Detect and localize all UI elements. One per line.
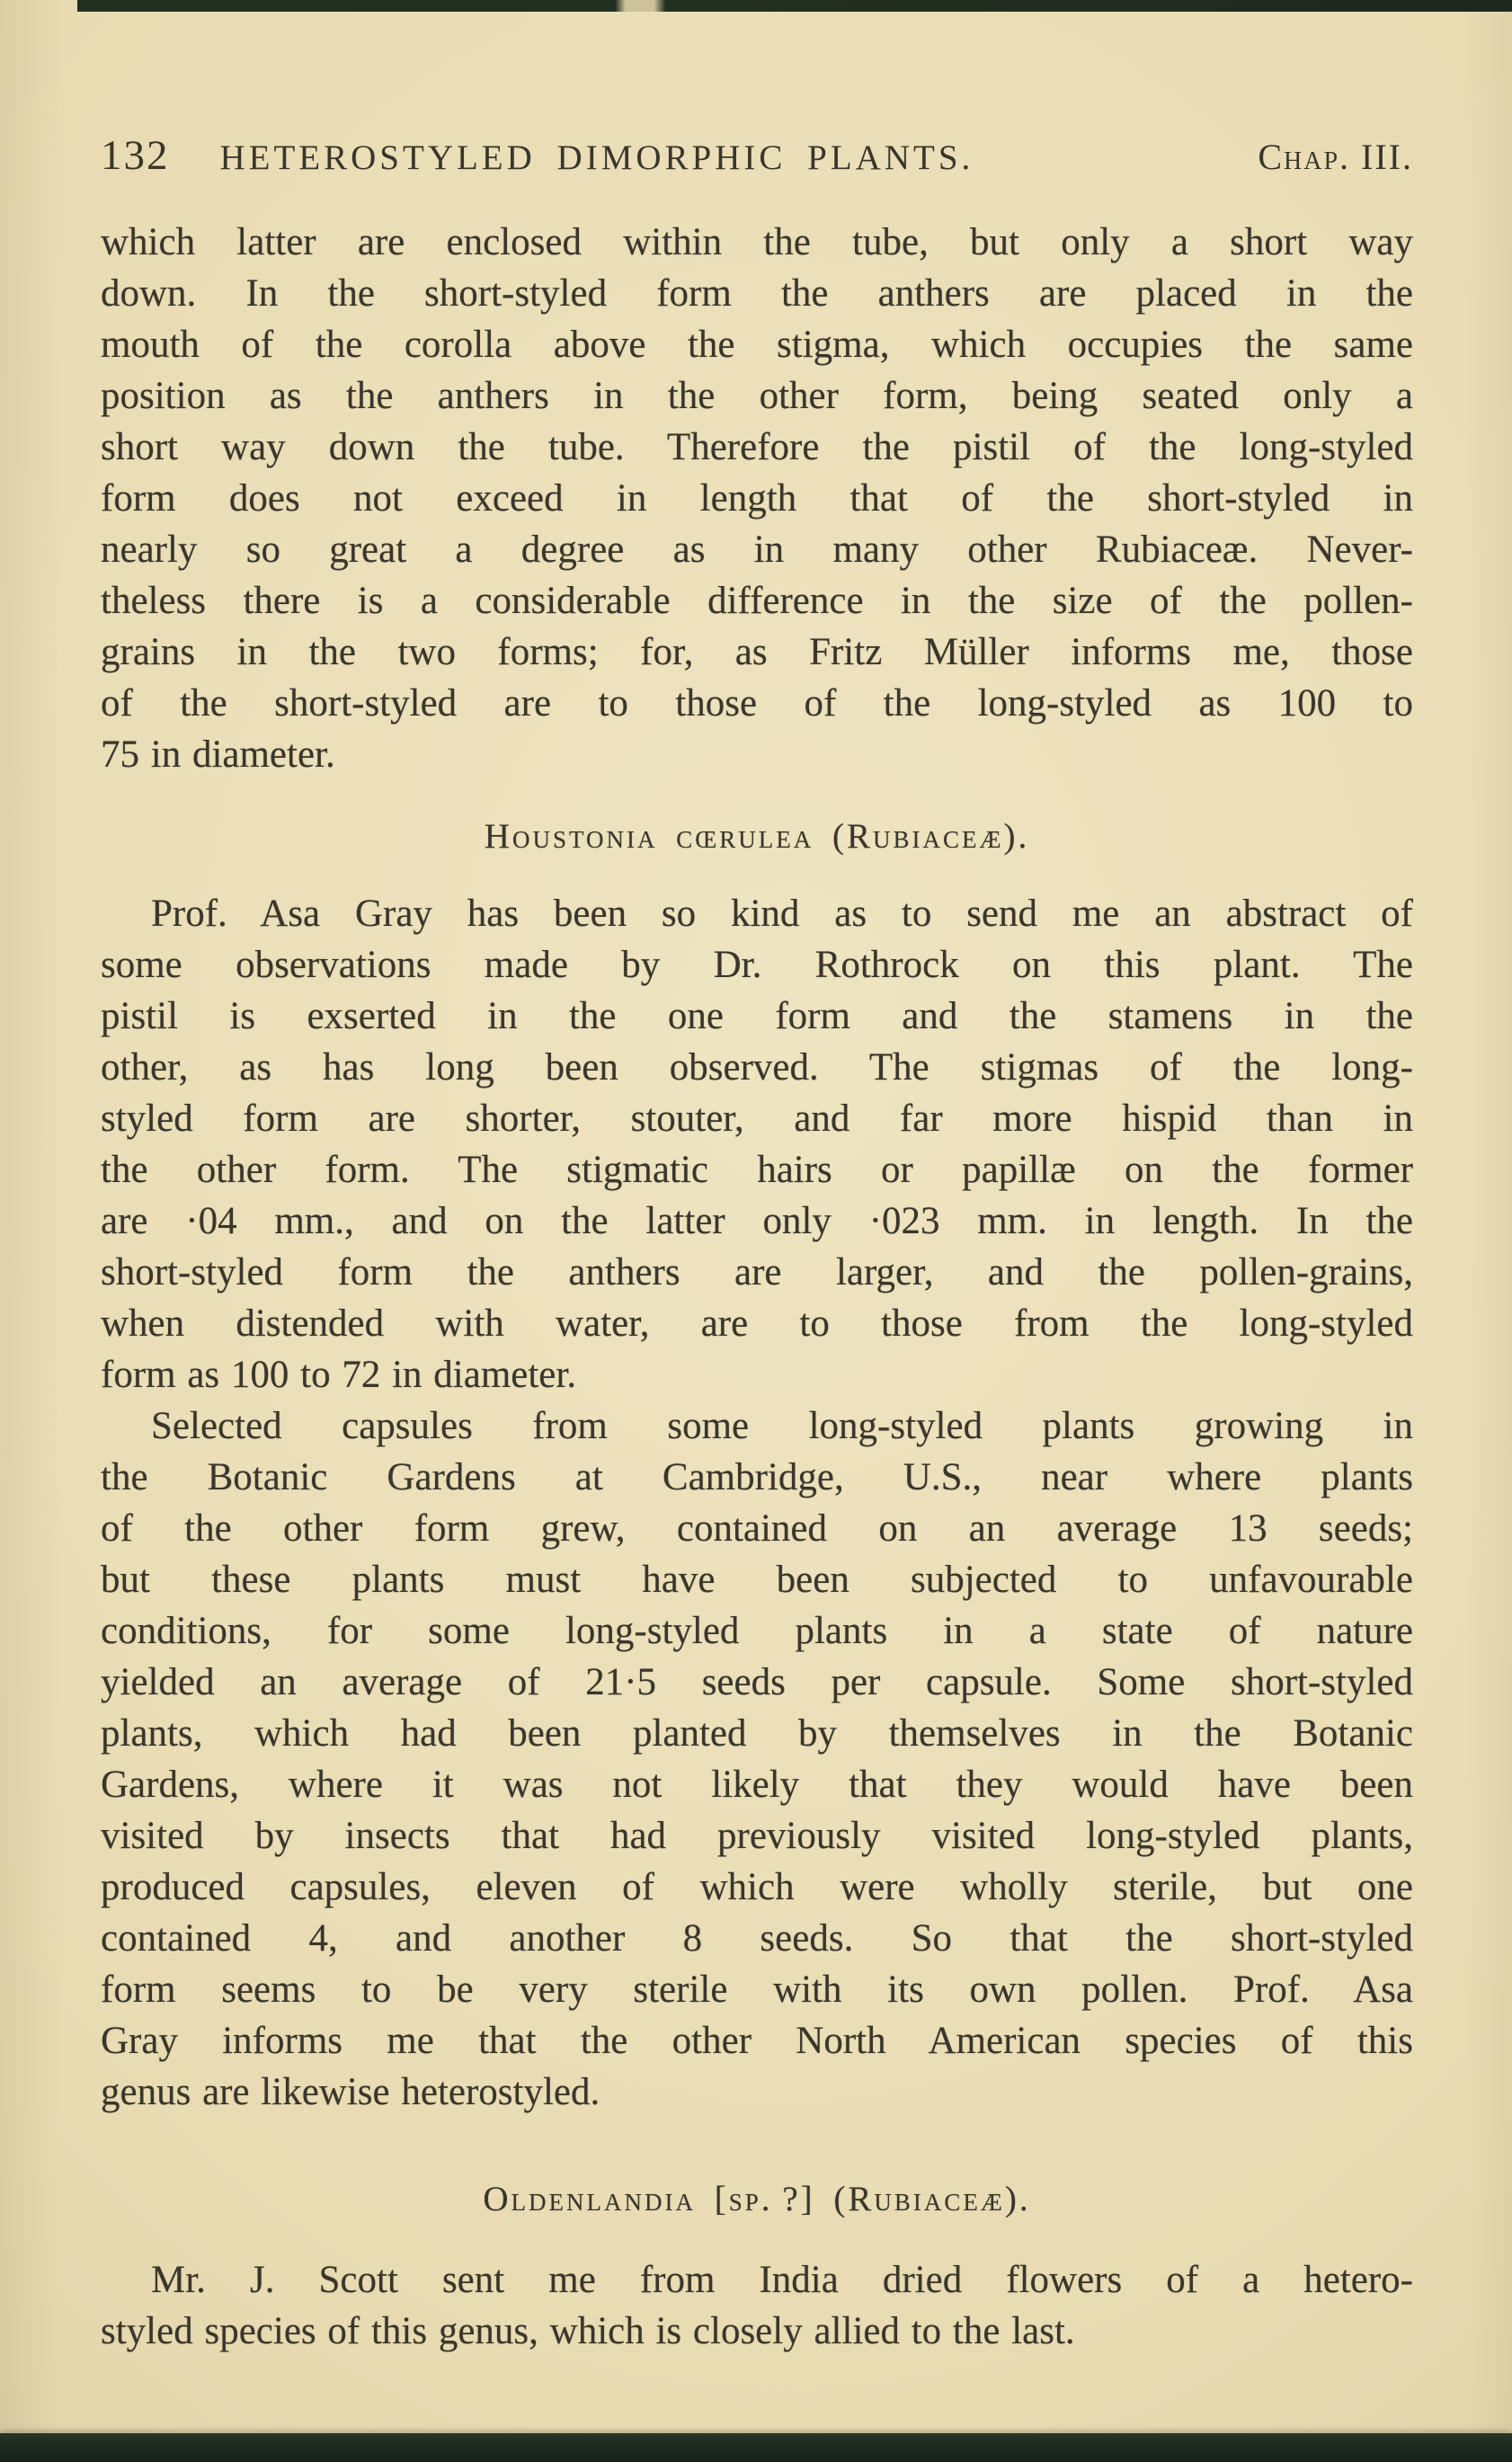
text-line: styled form are shorter, stouter, and far more hispid than in	[101, 1098, 1413, 1140]
text-line: theless there is a considerable difference in the size of the pollen-	[101, 580, 1413, 622]
paragraph	[101, 888, 1413, 1400]
text-line: but these plants must have been subjected to unfavourable	[101, 1559, 1413, 1601]
section-heading: Houstonia cœrulea (Rubiaceæ).	[484, 817, 1030, 856]
paragraph	[101, 217, 1413, 780]
page-body	[101, 217, 1413, 2357]
text-line: contained 4, and another 8 seeds. So that the short-styled	[101, 1917, 1413, 1960]
text-line: form as 100 to 72 in diameter.	[101, 1354, 577, 1396]
paragraph	[101, 1400, 1413, 2118]
scan-edge-bottom	[0, 2433, 1512, 2462]
text-line: Gardens, where it was not likely that they would have been	[101, 1764, 1413, 1806]
chapter-label: Chap. III.	[1258, 137, 1413, 177]
text-line: when distended with water, are to those from the long-styled	[101, 1302, 1413, 1345]
running-title: HETEROSTYLED DIMORPHIC PLANTS.	[219, 138, 974, 177]
paragraph	[101, 2254, 1413, 2357]
text-line: nearly so great a degree as in many other Rubiaceæ. Never-	[101, 529, 1413, 571]
text-line: the other form. The stigmatic hairs or papillæ on the former	[101, 1149, 1413, 1191]
text-line: Mr. J. Scott sent me from India dried flowers of a hetero-	[151, 2259, 1413, 2301]
section-heading: Oldenlandia [sp. ?] (Rubiaceæ).	[483, 2180, 1031, 2218]
text-line: other, as has long been observed. The stigmas of the long-	[101, 1046, 1413, 1089]
text-line: Selected capsules from some long-styled plants growing in	[151, 1405, 1413, 1447]
text-line: styled species of this genus, which is closely allied to the last.	[101, 2310, 1075, 2352]
text-line: 75 in diameter.	[101, 733, 335, 776]
text-line: form seems to be very sterile with its own pollen. Prof. Asa	[101, 1969, 1413, 2011]
text-line: Prof. Asa Gray has been so kind as to send me an abstract of	[151, 893, 1413, 935]
text-line: some observations made by Dr. Rothrock on this plant. The	[101, 944, 1413, 986]
text-line: short-styled form the anthers are larger, and the pollen-grains,	[101, 1251, 1413, 1293]
text-line: visited by insects that had previously visited long-styled plants,	[101, 1815, 1413, 1857]
page-header	[101, 133, 1413, 181]
text-line: of the short-styled are to those of the long-styled as 100 to	[101, 682, 1413, 724]
text-line: the Botanic Gardens at Cambridge, U.S., near where plants	[101, 1456, 1413, 1498]
text-line: genus are likewise heterostyled.	[101, 2071, 600, 2113]
text-line: which latter are enclosed within the tube, but only a short way	[101, 221, 1413, 263]
text-line: grains in the two forms; for, as Fritz Müller informs me, those	[101, 631, 1413, 673]
text-line: short way down the tube. Therefore the pistil of the long-styled	[101, 426, 1413, 468]
text-line: are ·04 mm., and on the latter only ·023 mm. in length. In the	[101, 1200, 1413, 1242]
page-number: 132	[101, 132, 170, 179]
page-content	[101, 133, 1413, 2357]
text-line: conditions, for some long-styled plants in a state of nature	[101, 1610, 1413, 1652]
text-line: pistil is exserted in the one form and the stamens in the	[101, 995, 1413, 1037]
text-line: down. In the short-styled form the anthers are placed in the	[101, 272, 1413, 315]
scan-edge-top	[77, 0, 1512, 12]
text-line: position as the anthers in the other form, being seated only a	[101, 375, 1413, 417]
text-line: produced capsules, eleven of which were wholly sterile, but one	[101, 1866, 1413, 1908]
text-line: plants, which had been planted by themselves in the Botanic	[101, 1712, 1413, 1755]
text-line: yielded an average of 21·5 seeds per capsule. Some short-styled	[101, 1661, 1413, 1703]
text-line: form does not exceed in length that of the short-styled in	[101, 477, 1413, 520]
text-line: of the other form grew, contained on an average 13 seeds;	[101, 1507, 1413, 1550]
text-line: Gray informs me that the other North American species of this	[101, 2020, 1413, 2062]
text-line: mouth of the corolla above the stigma, which occupies the same	[101, 324, 1413, 366]
